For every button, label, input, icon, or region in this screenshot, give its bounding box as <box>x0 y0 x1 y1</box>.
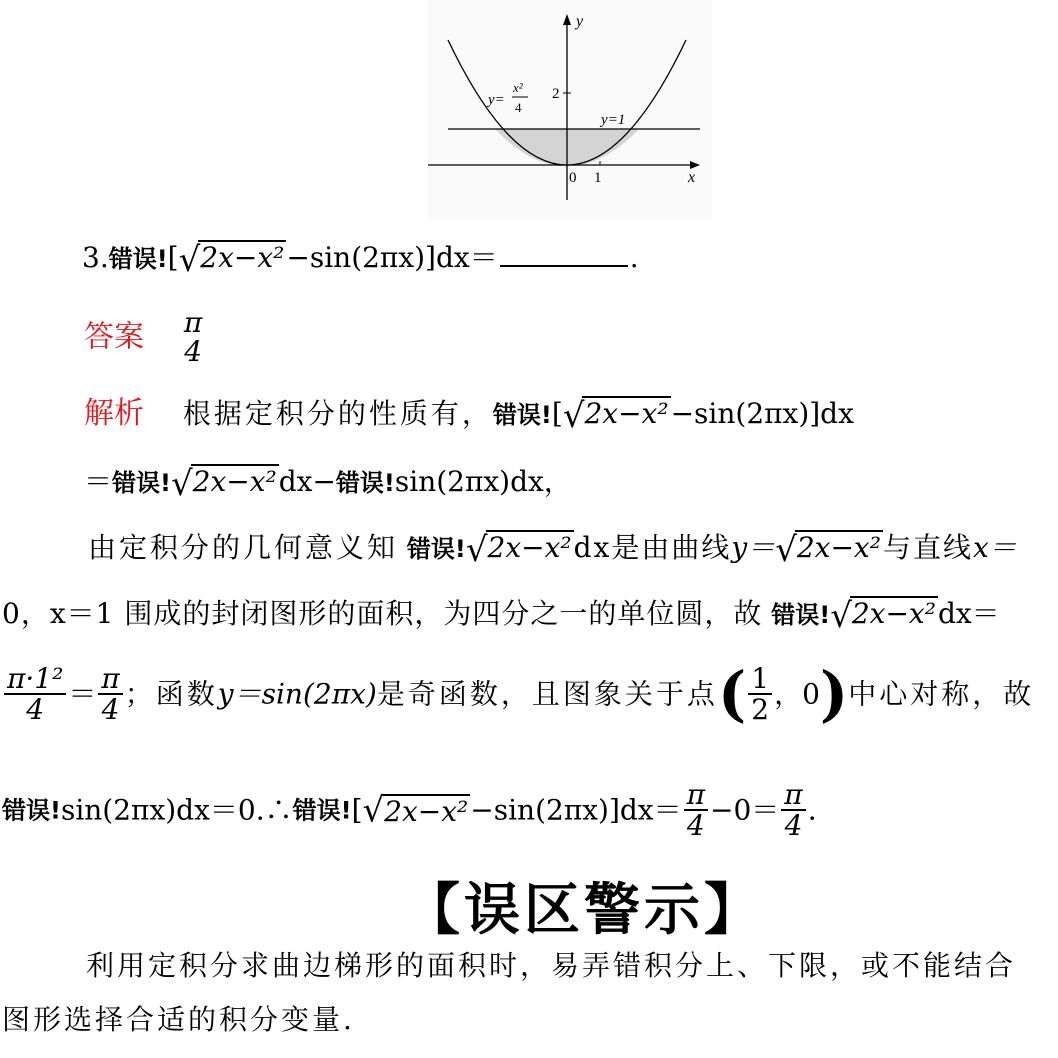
fraction-num: π·1² <box>4 664 66 695</box>
text: dx是由曲线 <box>573 531 732 564</box>
text: 由定积分的几何意义知 <box>88 531 399 564</box>
fraction-den: 4 <box>101 693 120 727</box>
y-tick-2: 2 <box>552 86 560 102</box>
function: y＝sin(2πx) <box>217 677 377 711</box>
text: 是奇函数，且图象关于点 <box>376 677 718 711</box>
point-fraction <box>748 664 772 725</box>
fraction-den: 4 <box>26 693 45 727</box>
sqrt-sign: √ <box>170 464 193 504</box>
error-marker: 错误! <box>492 401 552 429</box>
period: . <box>629 241 639 274</box>
bracket: [ <box>551 397 563 430</box>
fraction-num: π <box>98 664 122 695</box>
fraction-num: π <box>684 780 708 811</box>
sqrt-sign: √ <box>775 530 797 570</box>
fraction <box>4 664 66 725</box>
question-3 <box>82 240 639 280</box>
equals: ＝ <box>84 465 113 498</box>
answer-den: 4 <box>184 335 203 369</box>
expression-tail: dx＝ <box>937 597 1000 630</box>
error-marker: 错误! <box>112 469 171 497</box>
fraction <box>684 780 708 841</box>
bracket: [ <box>351 793 363 827</box>
fraction-num: π <box>781 780 805 811</box>
expression: sin(2πx)dx＝0.∴ <box>60 793 293 827</box>
sqrt-body: 2x−x² <box>851 597 936 630</box>
analysis-line-1 <box>84 396 854 436</box>
error-marker: 错误! <box>2 796 61 825</box>
error-marker: 错误! <box>335 469 395 497</box>
sqrt-body: 2x−x² <box>584 397 669 430</box>
answer-fraction <box>181 308 205 367</box>
fraction-den: 4 <box>686 809 705 843</box>
point-rest: ，0 <box>774 677 820 711</box>
sqrt-sign: √ <box>362 790 385 831</box>
point-paren-close: ) <box>819 659 849 730</box>
error-marker: 错误! <box>292 796 352 825</box>
x-equals: x＝ <box>972 531 1017 564</box>
warning-text-1: 利用定积分求曲边梯形的面积时，易弄错积分上、下限，或不能结合 <box>86 949 1017 982</box>
answer-row <box>84 308 207 367</box>
sqrt-body: 2x−x² <box>487 531 572 564</box>
analysis-line-2 <box>84 464 572 504</box>
fraction <box>98 664 122 725</box>
expression-rest: −sin(2πx)]dx＝ <box>470 793 682 827</box>
sqrt-body: 2x−x² <box>384 795 469 829</box>
text: 0，x＝1 围成的封闭图形的面积，为四分之一的单位圆，故 <box>2 597 763 630</box>
answer-blank <box>500 265 628 267</box>
y-axis-label: y <box>576 13 584 30</box>
x-tick-1: 1 <box>594 170 602 186</box>
fraction-num: 1 <box>748 664 772 695</box>
expression-tail: sin(2πx)dx， <box>394 465 572 498</box>
point-paren-open: ( <box>717 659 747 730</box>
sqrt-sign: √ <box>562 396 585 436</box>
analysis-text: 根据定积分的性质有， <box>182 397 493 430</box>
text: ；函数 <box>124 677 218 711</box>
expression-mid: −0＝ <box>710 793 780 827</box>
sqrt-body: 2x−x² <box>796 531 881 564</box>
sqrt-sign: √ <box>830 596 852 636</box>
fraction-den: 2 <box>751 693 770 727</box>
error-marker: 错误! <box>108 245 168 273</box>
answer-label: 答案 <box>84 319 144 355</box>
x-axis-label: x <box>688 169 696 186</box>
analysis-line-3 <box>88 530 1017 570</box>
curve-label: y= <box>488 92 505 108</box>
period: . <box>807 793 817 827</box>
y-equals: y＝ <box>731 531 776 564</box>
text: 中心对称，故 <box>848 677 1035 711</box>
curve-label-num: x² <box>513 80 523 95</box>
sqrt-sign: √ <box>178 240 201 280</box>
x-tick-0: 0 <box>569 170 577 186</box>
expression-rest: −sin(2πx)]dx＝ <box>286 241 498 274</box>
analysis-line-6 <box>2 780 817 841</box>
answer-num: π <box>183 306 203 339</box>
equals: ＝ <box>68 677 97 711</box>
curve-label-den: 4 <box>515 100 522 115</box>
error-marker: 错误! <box>771 601 831 629</box>
expression-rest: −sin(2πx)]dx <box>670 397 854 430</box>
warning-text-2: 图形选择合适的积分变量. <box>2 1003 355 1036</box>
parabola-graph <box>428 0 712 220</box>
sqrt-body: 2x−x² <box>200 241 285 274</box>
question-number: 3. <box>82 241 109 274</box>
error-marker: 错误! <box>406 535 466 563</box>
fraction <box>781 780 805 841</box>
warning-title: 【误区警示】 <box>404 878 764 943</box>
line-label: y=1 <box>601 112 626 128</box>
sqrt-sign: √ <box>465 530 488 570</box>
expression-mid: dx− <box>278 465 336 498</box>
sqrt-body: 2x−x² <box>192 465 277 498</box>
analysis-line-5 <box>2 659 1035 730</box>
bracket: [ <box>167 241 179 274</box>
fraction-den: 4 <box>784 809 803 843</box>
analysis-label: 解析 <box>84 396 144 431</box>
text: 与直线 <box>882 531 973 564</box>
analysis-line-4 <box>2 596 1000 636</box>
